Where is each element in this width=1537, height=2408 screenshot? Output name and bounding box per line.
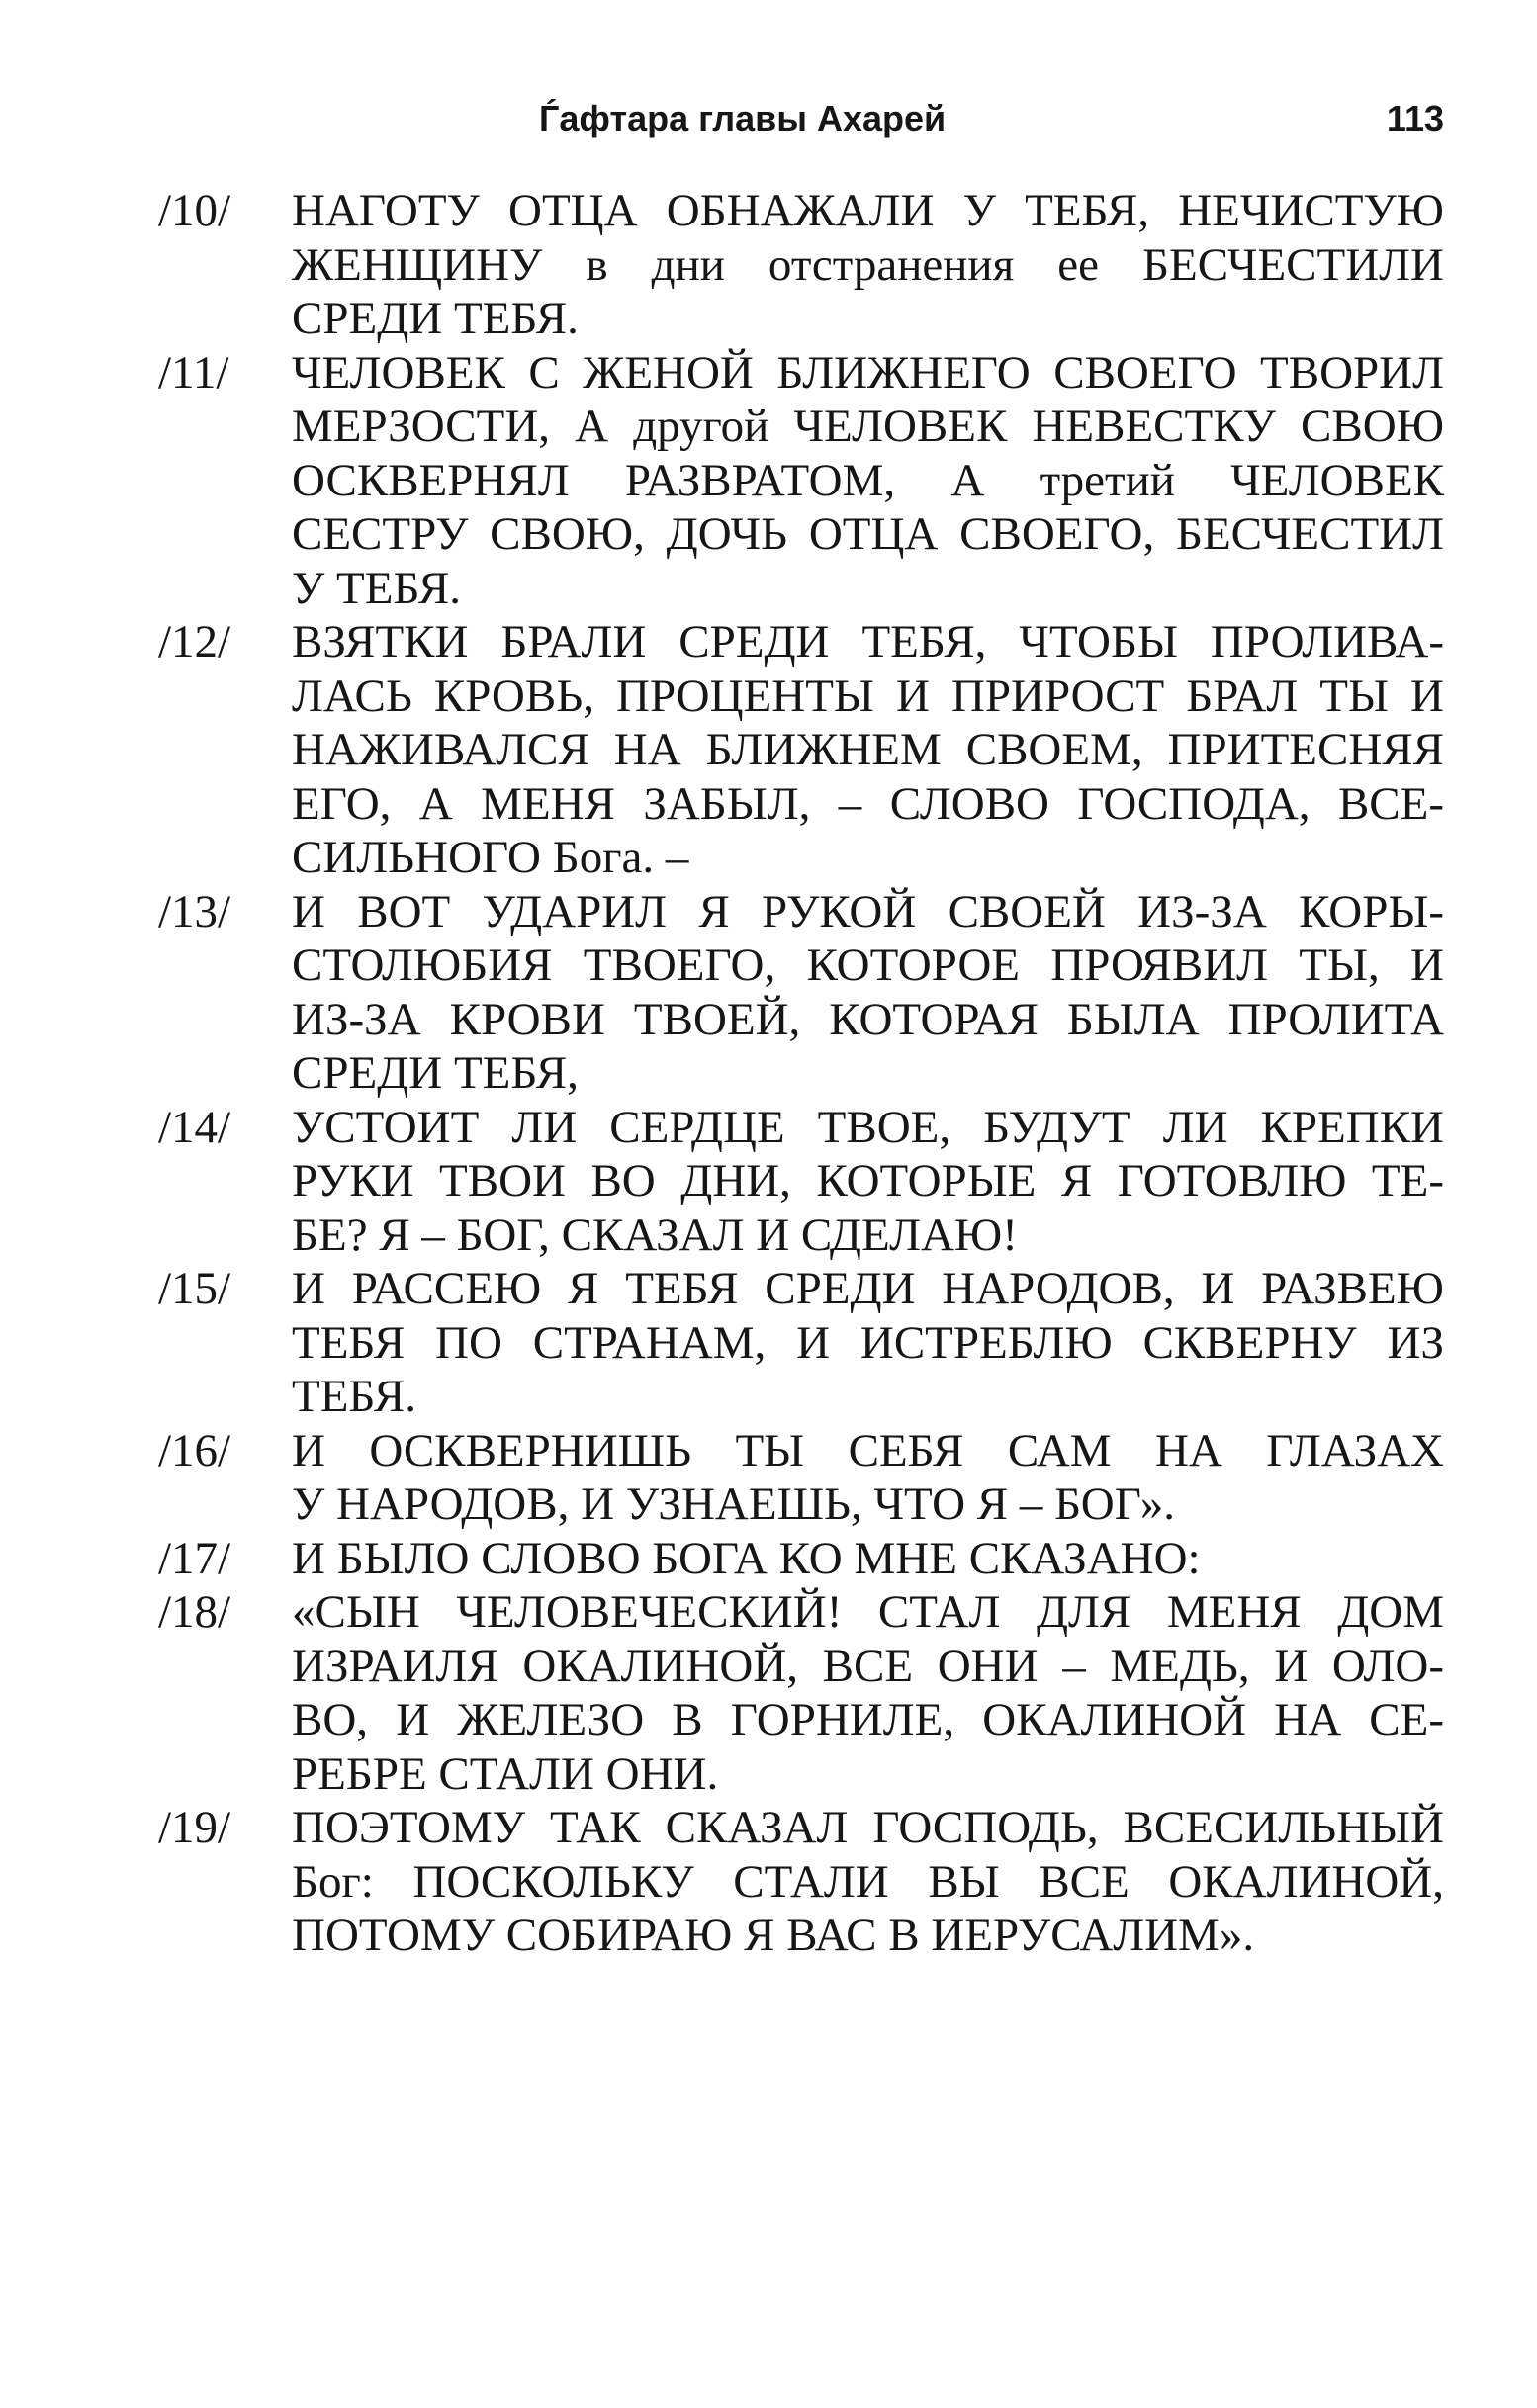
verse-text (292, 184, 1444, 346)
verse-line: ПОЭТОМУ ТАК СКАЗАЛ ГОСПОДЬ, ВСЕСИЛЬНЫЙ (292, 1802, 1444, 1853)
verse-line: Бог: ПОСКОЛЬКУ СТАЛИ ВЫ ВСЕ ОКАЛИНОЙ, (292, 1855, 1444, 1908)
verse-number: /11/ (158, 346, 229, 399)
verse-line: СИЛЬНОГО Бога. – (292, 832, 689, 883)
verse (158, 1532, 1444, 1586)
verse (158, 1262, 1444, 1424)
verse-line: БЕ? Я – БОГ, СКАЗАЛ И СДЕЛАЮ! (292, 1208, 1018, 1261)
verse-text (292, 1532, 1444, 1586)
verse-line: СТОЛЮБИЯ ТВОЕГО, КОТОРОЕ ПРОЯВИЛ ТЫ, И (292, 939, 1444, 991)
verse-line: ОСКВЕРНЯЛ РАЗВРАТОМ, А третий ЧЕЛОВЕК (292, 454, 1444, 506)
verse-text (292, 1101, 1444, 1263)
verse-text (292, 346, 1444, 616)
verse-number: /19/ (158, 1802, 231, 1853)
verse-text (292, 615, 1444, 885)
verse-line: НАГОТУ ОТЦА ОБНАЖАЛИ У ТЕБЯ, НЕЧИСТУЮ (292, 185, 1444, 236)
verse-line: НАЖИВАЛСЯ НА БЛИЖНЕМ СВОЕМ, ПРИТЕСНЯЯ (292, 724, 1444, 775)
verse-line: И ВОТ УДАРИЛ Я РУКОЙ СВОЕЙ ИЗ-ЗА КОРЫ- (292, 885, 1444, 937)
verse-line: ТЕБЯ. (292, 1371, 416, 1422)
chapter-title: Ѓафтара главы Ахарей (539, 98, 947, 138)
verse-line: И ОСКВЕРНИШЬ ТЫ СЕБЯ САМ НА ГЛАЗАХ (292, 1424, 1444, 1476)
verse-line: ЧЕЛОВЕК С ЖЕНОЙ БЛИЖНЕГО СВОЕГО ТВОРИЛ (292, 346, 1444, 399)
verse-line: ЖЕНЩИНУ в дни отстранения ее БЕСЧЕСТИЛИ (292, 238, 1444, 291)
verse-number: /18/ (158, 1586, 231, 1638)
verse (158, 1585, 1444, 1801)
verse-line: И РАССЕЮ Я ТЕБЯ СРЕДИ НАРОДОВ, И РАЗВЕЮ (292, 1263, 1444, 1314)
verse-text (292, 885, 1444, 1101)
verse-line: РУКИ ТВОИ ВО ДНИ, КОТОРЫЕ Я ГОТОВЛЮ ТЕ- (292, 1155, 1444, 1206)
verse-text (292, 1585, 1444, 1801)
verse-line: РЕБРЕ СТАЛИ ОНИ. (292, 1747, 719, 1800)
verse-line: ИЗ-ЗА КРОВИ ТВОЕЙ, КОТОРАЯ БЫЛА ПРОЛИТА (292, 993, 1444, 1045)
verse-line: СРЕДИ ТЕБЯ. (292, 293, 579, 344)
verse-text (292, 1424, 1444, 1532)
verse-line: ВЗЯТКИ БРАЛИ СРЕДИ ТЕБЯ, ЧТОБЫ ПРОЛИВА- (292, 616, 1444, 668)
verse (158, 885, 1444, 1101)
verse (158, 615, 1444, 885)
verse-text (292, 1801, 1444, 1963)
verse-number: /17/ (158, 1532, 231, 1584)
verse (158, 346, 1444, 616)
page-number: 113 (1386, 98, 1444, 138)
verse-line: СРЕДИ ТЕБЯ, (292, 1047, 579, 1099)
verse-line: ИЗРАИЛЯ ОКАЛИНОЙ, ВСЕ ОНИ – МЕДЬ, И ОЛО- (292, 1640, 1444, 1692)
verse-number: /14/ (158, 1101, 231, 1153)
verse-line: ТЕБЯ ПО СТРАНАМ, И ИСТРЕБЛЮ СКВЕРНУ ИЗ (292, 1316, 1444, 1369)
verse-line: И БЫЛО СЛОВО БОГА КО МНЕ СКАЗАНО: (292, 1532, 1201, 1584)
verse-line: ПОТОМУ СОБИРАЮ Я ВАС В ИЕРУСАЛИМ». (292, 1910, 1255, 1961)
verse-number: /12/ (158, 616, 231, 668)
verse-text (292, 1262, 1444, 1424)
verse-number: /10/ (158, 185, 231, 236)
verse-line: МЕРЗОСТИ, А другой ЧЕЛОВЕК НЕВЕСТКУ СВОЮ (292, 401, 1444, 452)
verse-line: СЕСТРУ СВОЮ, ДОЧЬ ОТЦА СВОЕГО, БЕСЧЕСТИЛ (292, 508, 1444, 560)
verse-list (158, 184, 1444, 1963)
verse (158, 1101, 1444, 1263)
running-head (292, 91, 1444, 146)
verse-line: ЛАСЬ КРОВЬ, ПРОЦЕНТЫ И ПРИРОСТ БРАЛ ТЫ И (292, 669, 1444, 722)
verse-number: /15/ (158, 1263, 231, 1314)
verse (158, 184, 1444, 346)
verse-line: ЕГО, А МЕНЯ ЗАБЫЛ, – СЛОВО ГОСПОДА, ВСЕ- (292, 777, 1444, 830)
verse-line: УСТОИТ ЛИ СЕРДЦЕ ТВОЕ, БУДУТ ЛИ КРЕПКИ (292, 1101, 1444, 1153)
verse-number: /13/ (158, 885, 231, 937)
verse (158, 1801, 1444, 1963)
verse-line: У НАРОДОВ, И УЗНАЕШЬ, ЧТО Я – БОГ». (292, 1478, 1175, 1530)
verse-line: ВО, И ЖЕЛЕЗО В ГОРНИЛЕ, ОКАЛИНОЙ НА СЕ- (292, 1694, 1444, 1745)
verse-line: У ТЕБЯ. (292, 562, 461, 614)
verse (158, 1424, 1444, 1532)
verse-line: «СЫН ЧЕЛОВЕЧЕСКИЙ! СТАЛ ДЛЯ МЕНЯ ДОМ (292, 1586, 1444, 1638)
verse-number: /16/ (158, 1424, 231, 1476)
